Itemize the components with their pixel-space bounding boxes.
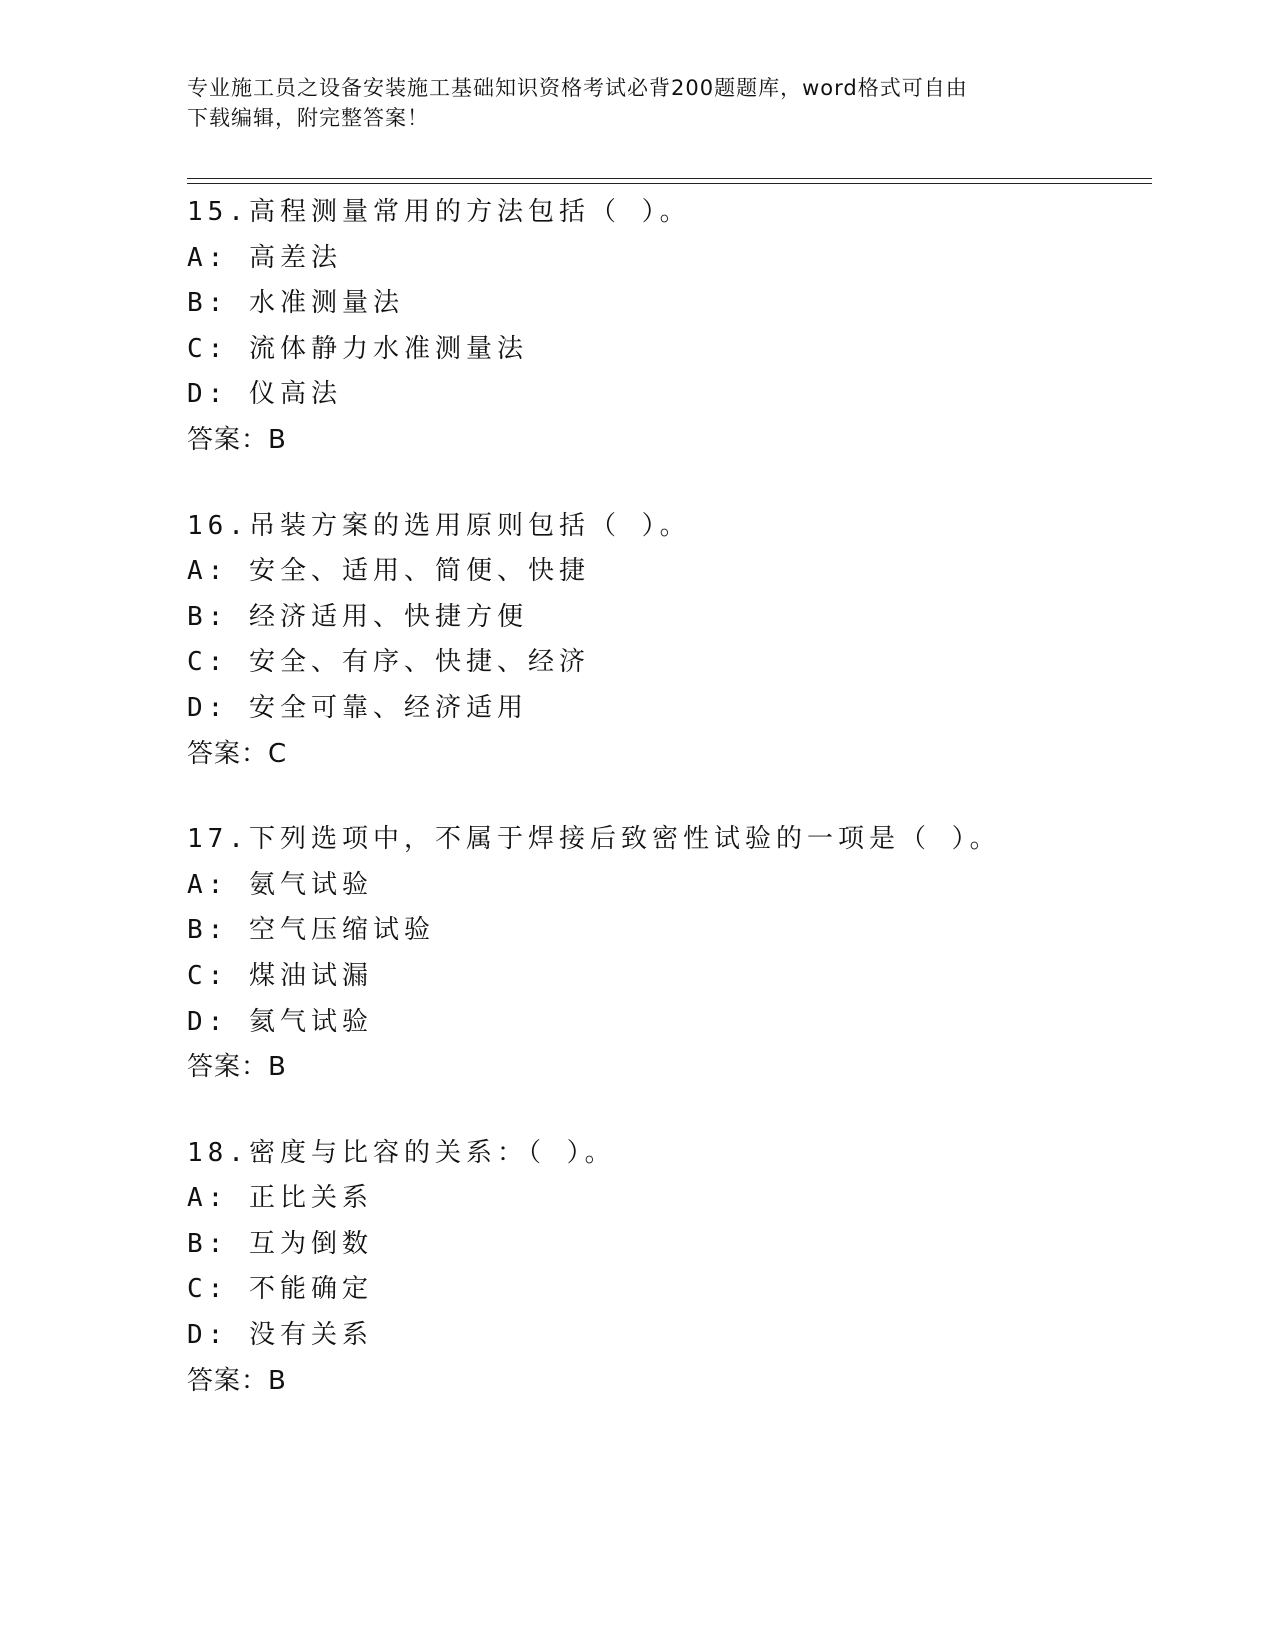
question-stem: 15.高程测量常用的方法包括（ ）。 xyxy=(187,197,691,227)
option-d: D: 安全可靠、经济适用 xyxy=(187,692,528,723)
document-header xyxy=(187,73,1067,133)
option-c: C: 煤油试漏 xyxy=(187,960,373,991)
question-17 xyxy=(187,817,1147,1091)
answer-line: 答案：B xyxy=(187,1052,287,1083)
question-15 xyxy=(187,190,1147,464)
option-d: D: 氦气试验 xyxy=(187,1006,373,1037)
option-c: C: 安全、有序、快捷、经济 xyxy=(187,647,590,678)
option-b: B: 互为倒数 xyxy=(187,1228,373,1259)
header-line-1: 专业施工员之设备安装施工基础知识资格考试必背200题题库，word格式可自由 xyxy=(187,76,968,100)
option-c: C: 流体静力水准测量法 xyxy=(187,333,528,364)
question-stem: 16.吊装方案的选用原则包括（ ）。 xyxy=(187,510,691,541)
question-16 xyxy=(187,504,1147,778)
header-divider-top xyxy=(187,178,1152,179)
option-a: A: 氨气试验 xyxy=(187,869,373,900)
question-stem: 18.密度与比容的关系：（ ）。 xyxy=(187,1137,616,1168)
answer-line: 答案：B xyxy=(187,1365,287,1396)
header-line-2: 下载编辑，附完整答案！ xyxy=(187,106,429,130)
option-b: B: 经济适用、快捷方便 xyxy=(187,601,528,632)
option-b: B: 水准测量法 xyxy=(187,288,404,319)
question-list xyxy=(187,190,1147,1444)
answer-line: 答案：B xyxy=(187,424,287,455)
option-c: C: 不能确定 xyxy=(187,1274,373,1305)
question-stem: 17.下列选项中，不属于焊接后致密性试验的一项是（ ）。 xyxy=(187,824,1001,855)
header-divider-bottom xyxy=(187,183,1152,184)
option-a: A: 正比关系 xyxy=(187,1183,373,1214)
option-b: B: 空气压缩试验 xyxy=(187,915,435,946)
option-d: D: 没有关系 xyxy=(187,1320,373,1351)
answer-line: 答案：C xyxy=(187,738,288,769)
question-18 xyxy=(187,1131,1147,1405)
option-a: A: 高差法 xyxy=(187,242,342,273)
option-a: A: 安全、适用、简便、快捷 xyxy=(187,556,590,587)
option-d: D: 仪高法 xyxy=(187,379,342,410)
